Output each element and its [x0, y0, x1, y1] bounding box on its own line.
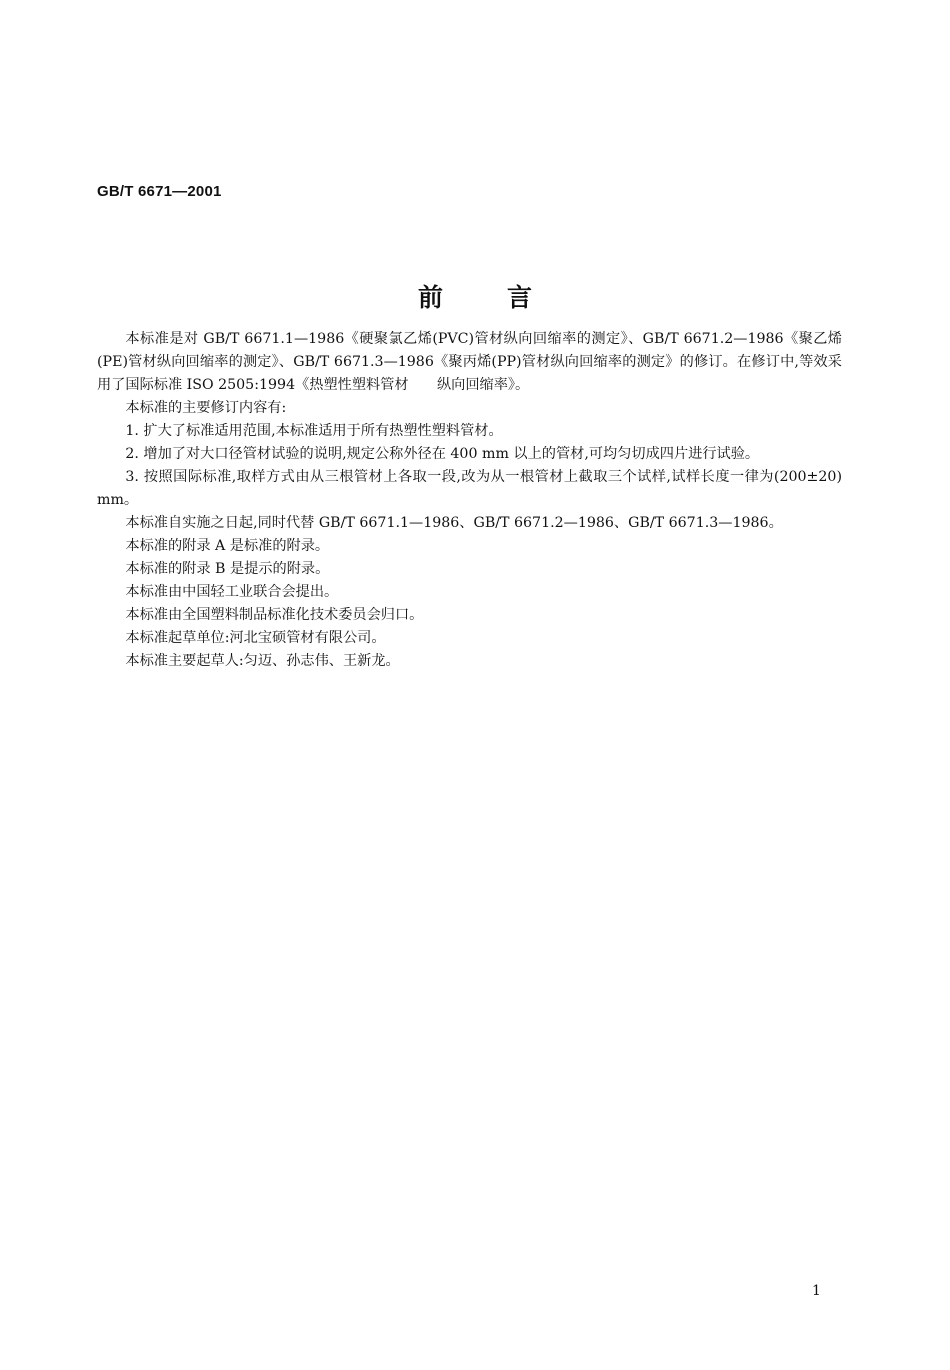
foreword-body: [97, 328, 842, 673]
page-title: 前言: [417, 283, 596, 312]
paragraph-change-2: 2. 增加了对大口径管材试验的说明,规定公称外径在 400 mm 以上的管材,可均匀切成四片进行试验。: [125, 446, 760, 462]
paragraph-proposer: 本标准由中国轻工业联合会提出。: [125, 584, 339, 600]
paragraph-main-changes-intro: 本标准的主要修订内容有:: [125, 400, 287, 416]
paragraph-drafters: 本标准主要起草人:匀迈、孙志伟、王新龙。: [125, 653, 400, 669]
paragraph-annex-a: 本标准的附录 A 是标准的附录。: [125, 538, 330, 554]
document-id: GB/T 6671—2001: [97, 183, 222, 200]
paragraph-drafting-unit: 本标准起草单位:河北宝硕管材有限公司。: [125, 630, 386, 646]
paragraph-change-1: 1. 扩大了标准适用范围,本标准适用于所有热塑性塑料管材。: [125, 423, 503, 439]
paragraph-committee: 本标准由全国塑料制品标准化技术委员会归口。: [125, 607, 424, 623]
paragraph-change-3: 3. 按照国际标准,取样方式由从三根管材上各取一段,改为从一根管材上截取三个试样,试样长度一律为(200±20) mm。: [97, 469, 842, 508]
paragraph-revision-scope: 本标准是对 GB/T 6671.1—1986《硬聚氯乙烯(PVC)管材纵向回缩率的测定》、GB/T 6671.2—1986《聚乙烯(PE)管材纵向回缩率的测定》、GB/T 6671.3—1986《聚丙烯(PP)管材纵向回缩率的测定》的修订。在修订中,等效采用了国际标准 ISO 2505:1994《热塑性塑料管材 纵向回缩率》。: [97, 331, 842, 393]
paragraph-replacement: 本标准自实施之日起,同时代替 GB/T 6671.1—1986、GB/T 6671.2—1986、GB/T 6671.3—1986。: [125, 515, 783, 531]
page-number: 1: [812, 1283, 821, 1299]
paragraph-annex-b: 本标准的附录 B 是提示的附录。: [125, 561, 330, 577]
